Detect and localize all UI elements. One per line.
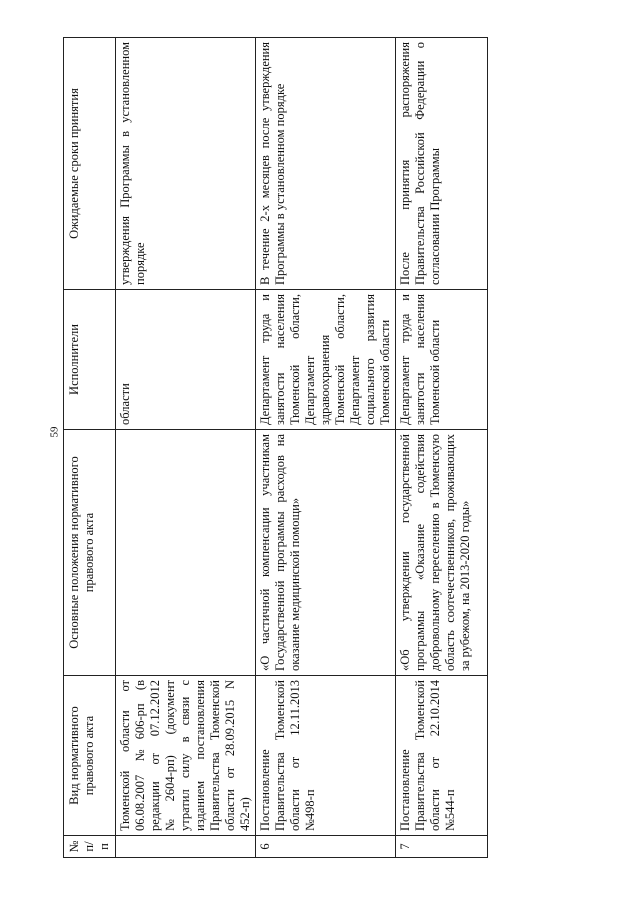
row-time: утверждения Программы в установленном порядке xyxy=(116,38,256,290)
row-exec: области xyxy=(116,290,256,430)
row-main: «Об утверждении государственной программы «Оказание содействия добровольному переселению в Тюменскую область соотечественников, проживающих за рубежом, на 2013-2020 годы» xyxy=(396,430,488,676)
row-kind: Постановление Правительства Тюменской области от 12.11.2013 №498-п xyxy=(256,676,396,836)
page-number: 59 xyxy=(48,426,61,438)
normative-acts-table xyxy=(63,37,488,858)
table-header-row xyxy=(64,38,116,858)
row-kind: Постановление Правительства Тюменской области от 22.10.2014 №544-п xyxy=(396,676,488,836)
row-main: «О частичной компенсации участникам Государственной программы расходов на оказание медицинской помощи» xyxy=(256,430,396,676)
row-time: В течение 2-х месяцев после утверждения Программы в установленном порядке xyxy=(256,38,396,290)
header-time: Ожидаемые сроки принятия xyxy=(64,38,116,290)
row-exec: Департамент труда и занятости населения Тюменской области, Департамент здравоохранения Тюменской области, Департамент социального развития Тюменской области xyxy=(256,290,396,430)
row-exec: Департамент труда и занятости населения Тюменской области xyxy=(396,290,488,430)
table-row xyxy=(396,38,488,858)
row-num: 6 xyxy=(256,836,396,858)
row-time: После принятия распоряжения Правительства Российской Федерации о согласовании Программы xyxy=(396,38,488,290)
table-row xyxy=(256,38,396,858)
table-row xyxy=(116,38,256,858)
rotated-page-content xyxy=(63,38,472,858)
row-num xyxy=(116,836,256,858)
header-main: Основные положения нормативного правового акта xyxy=(64,430,116,676)
header-kind: Вид нормативного правового акта xyxy=(64,676,116,836)
row-main xyxy=(116,430,256,676)
header-exec: Исполнители xyxy=(64,290,116,430)
row-kind: Тюменской области от 06.08.2007 №606-рп (в редакции от 07.12.2012 №2604-рп) (документ утратил силу в связи с изданием постановления Правительства Тюменской области от 28.09.2015 N 452-п) xyxy=(116,676,256,836)
row-num: 7 xyxy=(396,836,488,858)
header-num: № п/п xyxy=(64,836,116,858)
